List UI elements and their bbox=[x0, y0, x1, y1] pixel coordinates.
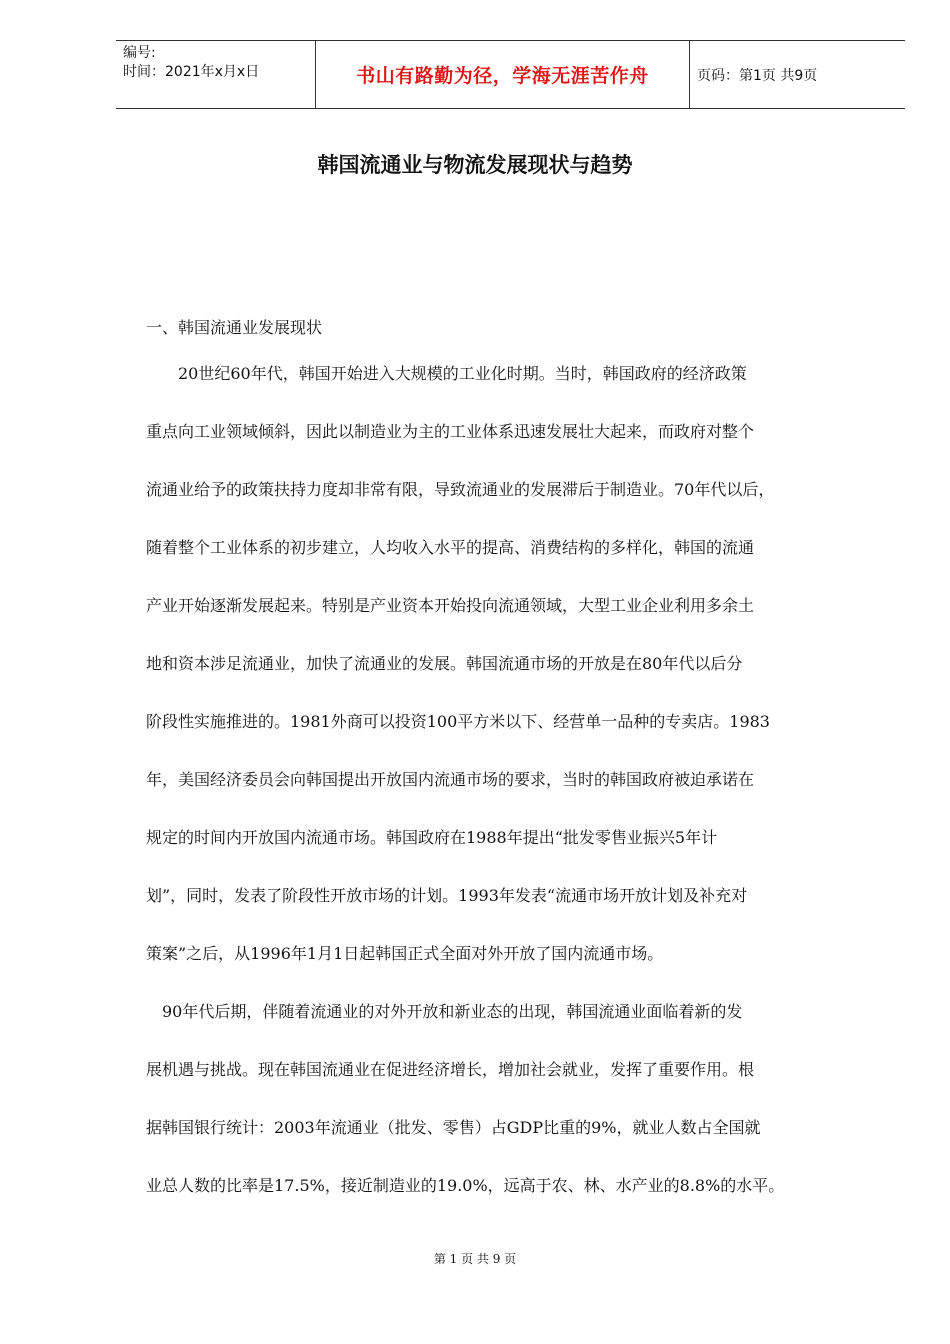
motto-text: 书山有路勤为径，学海无涯苦作舟 bbox=[356, 65, 649, 87]
time-label: 时间：2021年x月x日 bbox=[123, 64, 260, 80]
body-text bbox=[146, 360, 891, 1230]
body-line: 20世纪60年代，韩国开始进入大规模的工业化时期。当时，韩国政府的经济政策 bbox=[146, 364, 747, 383]
body-line: 划”，同时，发表了阶段性开放市场的计划。1993年发表“流通市场开放计划及补充对 bbox=[146, 886, 748, 905]
serial-number-label: 编号: bbox=[123, 45, 156, 61]
page-header bbox=[116, 40, 905, 109]
body-line: 阶段性实施推进的。1981外商可以投资100平方米以下、经营单一品种的专卖店。1983 bbox=[146, 712, 770, 731]
header-meta bbox=[116, 41, 315, 108]
body-line: 策案”之后，从1996年1月1日起韩国正式全面对外开放了国内流通市场。 bbox=[146, 944, 664, 963]
body-line: 90年代后期，伴随着流通业的对外开放和新业态的出现，韩国流通业面临着新的发 bbox=[146, 1002, 743, 1021]
body-line: 重点向工业领域倾斜，因此以制造业为主的工业体系迅速发展壮大起来，而政府对整个 bbox=[146, 422, 755, 441]
document-title: 韩国流通业与物流发展现状与趋势 bbox=[317, 153, 633, 177]
body-line: 展机遇与挑战。现在韩国流通业在促进经济增长，增加社会就业，发挥了重要作用。根 bbox=[146, 1060, 755, 1079]
body-line: 年，美国经济委员会向韩国提出开放国内流通市场的要求，当时的韩国政府被迫承诺在 bbox=[146, 770, 755, 789]
body-line: 业总人数的比率是17.5%，接近制造业的19.0%，远高于农、林、水产业的8.8%的水平。 bbox=[146, 1176, 785, 1195]
body-line: 流通业给予的政策扶持力度却非常有限，导致流通业的发展滞后于制造业。70年代以后， bbox=[146, 480, 775, 499]
body-line: 地和资本涉足流通业，加快了流通业的发展。韩国流通市场的开放是在80年代以后分 bbox=[146, 654, 743, 673]
section-heading: 一、韩国流通业发展现状 bbox=[146, 318, 323, 337]
body-line: 规定的时间内开放国内流通市场。韩国政府在1988年提出“批发零售业振兴5年计 bbox=[146, 828, 718, 847]
body-line: 据韩国银行统计：2003年流通业（批发、零售）占GDP比重的9%，就业人数占全国就 bbox=[146, 1118, 761, 1137]
page-footer: 第 1 页 共 9 页 bbox=[433, 1252, 517, 1266]
body-line: 随着整个工业体系的初步建立，人均收入水平的提高、消费结构的多样化，韩国的流通 bbox=[146, 538, 755, 557]
header-motto-cell bbox=[315, 41, 690, 108]
page-number-label: 页码：第1页 共9页 bbox=[697, 67, 818, 84]
body-line: 产业开始逐渐发展起来。特别是产业资本开始投向流通领域，大型工业企业利用多余土 bbox=[146, 596, 755, 615]
header-page-cell bbox=[688, 41, 905, 108]
